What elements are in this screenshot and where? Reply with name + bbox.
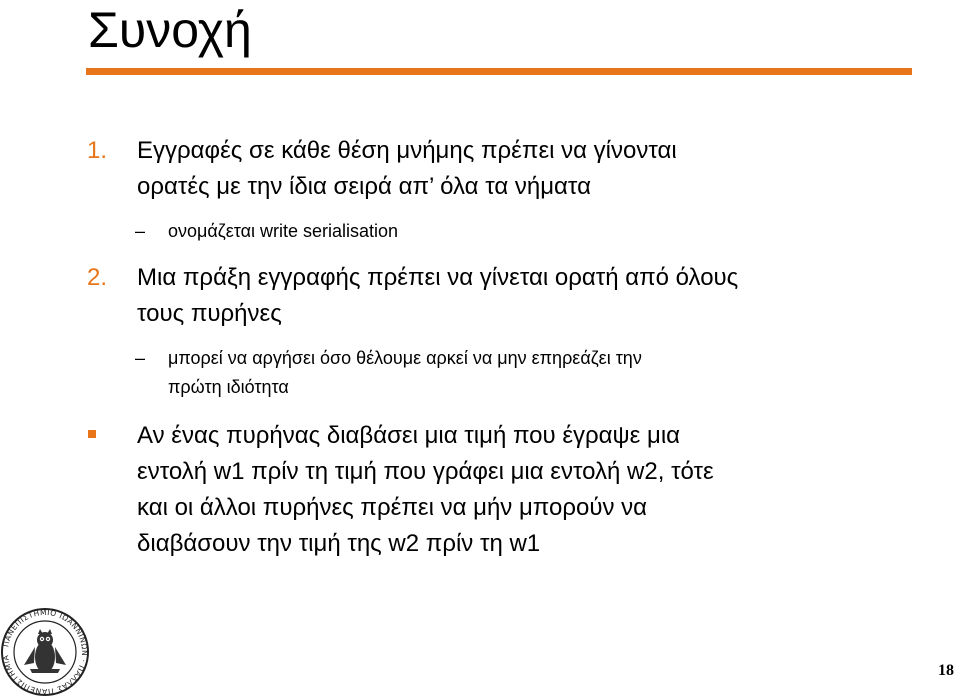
list-item-2-number: 2. <box>87 264 108 291</box>
square-bullet-icon <box>88 430 96 438</box>
list-item-2-line-2: τους πυρήνες <box>137 300 282 327</box>
list-item-3-line-2: εντολή w1 πρίν τη τιμή που γράφει μια εντολή w2, τότε <box>137 458 714 485</box>
list-item-2-sub <box>135 344 888 402</box>
page-number: 18 <box>938 662 954 679</box>
list-item-2-sub-line-2: πρώτη ιδιότητα <box>168 377 289 397</box>
list-item-3-line-1: Αν ένας πυρήνας διαβάσει μια τιμή που έγραψε μια <box>137 422 681 449</box>
list-item-1 <box>87 133 927 205</box>
list-item-2-sub-line-1: μπορεί να αργήσει όσο θέλουμε αρκεί να μην επηρεάζει την <box>168 348 642 368</box>
list-item-1-sub-line-1: ονομάζεται write serialisation <box>168 221 399 241</box>
list-item-1-line-1: Εγγραφές σε κάθε θέση μνήμης πρέπει να γίνονται <box>137 137 677 164</box>
list-item-3-line-4: διαβάσουν την τιμή της w2 πρίν τη w1 <box>137 530 541 557</box>
list-item-3 <box>137 418 927 562</box>
list-item-1-line-2: ορατές με την ίδια σειρά απ’ όλα τα νήματα <box>137 173 591 200</box>
list-item-1-sub <box>135 217 888 246</box>
sub-dash: – <box>135 348 146 368</box>
slide-title: Συνοχή <box>88 2 252 58</box>
svg-text:ΠΑΝΕΠΙΣΤΗΜΙΟ ΙΩΑΝΝΙΝΩΝ · ΠΑΛΛΑ: ΠΑΝΕΠΙΣΤΗΜΙΟ ΙΩΑΝΝΙΝΩΝ · ΠΑΛΛΑΣ ΠΑΝΕΠΙΣΤΗΜΙΑ <box>1 607 90 697</box>
sub-dash: – <box>135 221 146 241</box>
list-item-2 <box>87 260 927 332</box>
title-underline <box>86 68 912 75</box>
list-item-2-line-1: Μια πράξη εγγραφής πρέπει να γίνεται ορατή από όλους <box>137 264 739 291</box>
list-item-1-number: 1. <box>87 137 108 164</box>
university-of-ioannina-seal-icon <box>0 607 90 697</box>
list-item-3-line-3: και οι άλλοι πυρήνες πρέπει να μήν μπορούν να <box>137 494 648 521</box>
